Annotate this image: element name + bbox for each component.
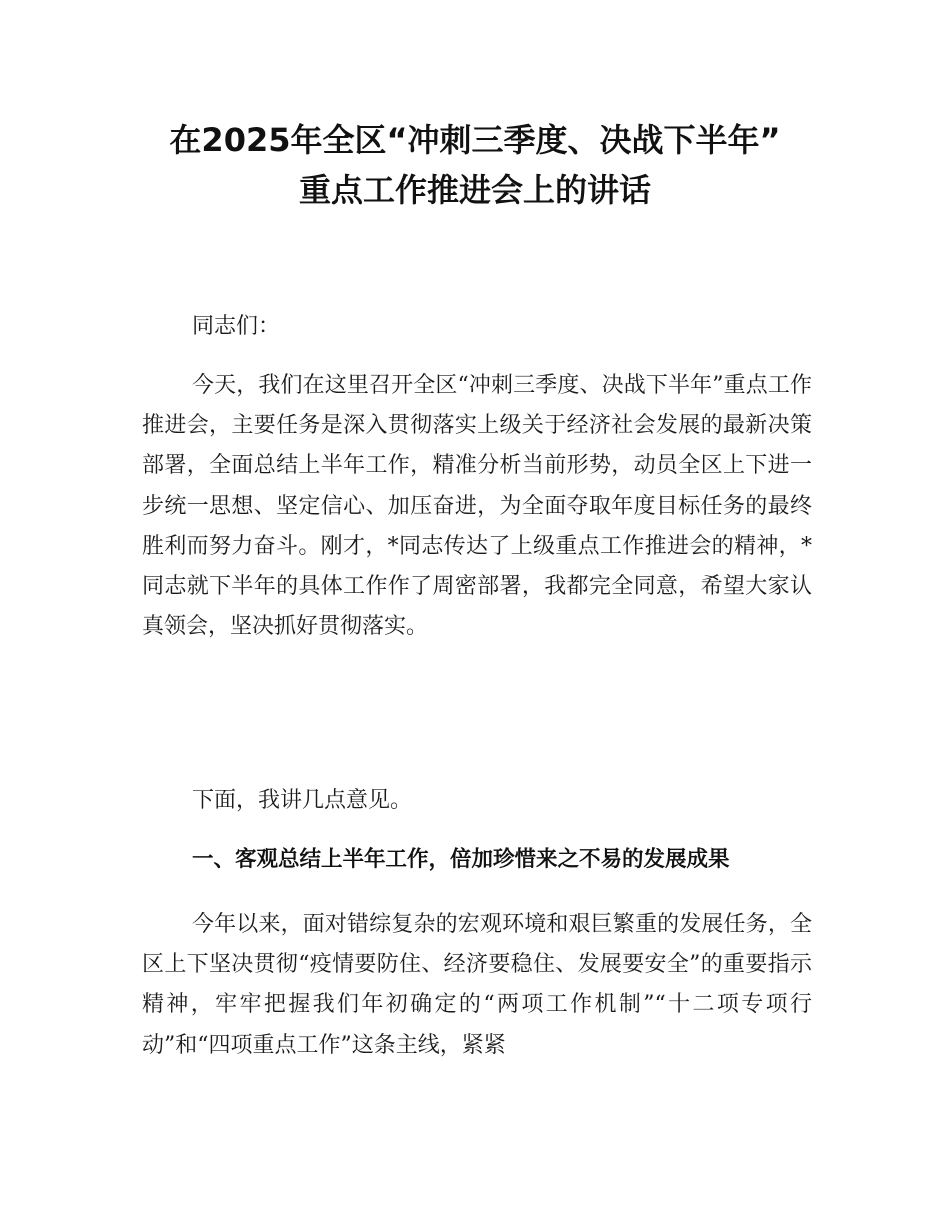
section-1-heading: 一、客观总结上半年工作，倍加珍惜来之不易的发展成果 (192, 847, 730, 872)
document-title-line-1: 在2025年全区“冲刺三季度、决战下半年” (169, 121, 781, 159)
section-1-paragraph: 今年以来，面对错综复杂的宏观环境和艰巨繁重的发展任务，全区上下坚决贯彻“疫情要防住、经济要稳住、发展要安全”的重要指示精神，牢牢把握我们年初确定的“两项工作机制”“十二项专项行动”和“四项重点工作”这条主线，紧紧 (142, 912, 812, 1058)
document-title-line-2: 重点工作推进会上的讲话 (298, 171, 651, 209)
transition-paragraph: 下面，我讲几点意见。 (192, 788, 413, 813)
greeting-paragraph: 同志们： (192, 314, 281, 339)
intro-paragraph: 今天，我们在这里召开全区“冲刺三季度、决战下半年”重点工作推进会，主要任务是深入贯彻落实上级关于经济社会发展的最新决策部署，全面总结上半年工作，精准分析当前形势，动员全区上下进一步统一思想、坚定信心、加压奋进，为全面夺取年度目标任务的最终胜利而努力奋斗。刚才，*同志传达了上级重点工作推进会的精神，*同志就下半年的具体工作作了周密部署，我都完全同意，希望大家认真领会，坚决抓好贯彻落实。 (142, 373, 812, 640)
